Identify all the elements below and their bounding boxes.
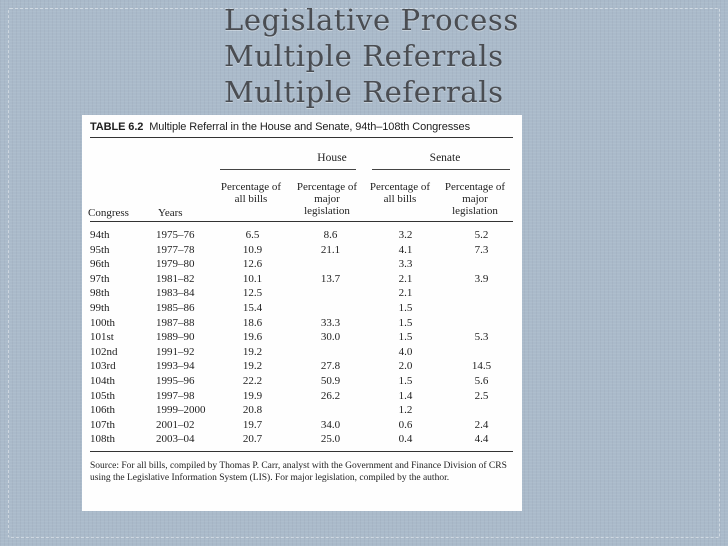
senate-all-cell: 4.0 [398,345,413,358]
congress-cell: 103rd [90,360,116,373]
col-header-congress: Congress [88,207,129,219]
congress-cell: 102nd [90,345,118,358]
senate-all-cell: 1.5 [398,331,413,344]
house-all-cell: 15.4 [242,302,263,314]
senate-all-cell: 1.5 [398,302,413,314]
senate-all-cell: 2.1 [398,287,413,300]
house-all-cell: 22.2 [242,375,263,387]
senate-major-cell: 5.6 [474,375,489,387]
senate-major-cell: 4.4 [474,433,489,446]
senate-major-cell: 14.5 [471,360,492,373]
col-header-years: Years [158,207,183,219]
title-line-1: Legislative Process [224,3,519,37]
group-header-house: House [317,152,347,164]
senate-major-cell: 5.3 [474,331,489,344]
years-cell: 2003–04 [156,433,195,446]
col-header-house-all: Percentage of all bills [220,181,282,205]
years-cell: 1989–90 [156,331,195,344]
top-rule [90,137,513,138]
years-cell: 1983–84 [156,287,195,300]
table-label: TABLE 6.2 [90,121,144,133]
table-row [90,404,513,417]
house-all-cell: 19.9 [242,389,263,402]
slide-title [224,2,524,110]
congress-cell: 94th [90,229,110,241]
title-line-2: Multiple Referrals [224,39,504,73]
house-all-cell: 12.6 [242,258,263,271]
congress-cell: 96th [90,258,110,271]
years-cell: 1991–92 [156,345,195,358]
col-header-senate-major: Percentage of major legislation [444,181,506,217]
house-all-cell: 20.8 [242,404,263,417]
table-row [90,273,513,286]
congress-cell: 97th [90,272,110,285]
senate-major-cell: 2.4 [474,418,489,431]
group-header-senate: Senate [429,152,461,164]
house-major-cell: 8.6 [323,229,338,241]
table-row [90,317,513,330]
house-all-cell: 12.5 [242,287,263,300]
table-row [90,390,513,403]
house-all-cell: 10.1 [242,272,263,285]
house-major-cell: 33.3 [320,316,341,329]
congress-cell: 104th [90,375,116,387]
senate-major-cell: 3.9 [474,272,489,285]
congress-cell: 98th [90,287,110,300]
years-cell: 2001–02 [156,418,195,431]
senate-all-cell: 0.4 [398,433,413,446]
house-major-cell: 27.8 [320,360,341,373]
table-row [90,302,513,315]
congress-cell: 105th [90,389,116,402]
senate-all-cell: 2.0 [398,360,413,373]
house-major-cell: 50.9 [320,375,341,387]
years-cell: 1985–86 [156,302,195,314]
house-all-cell: 6.5 [245,229,260,241]
senate-all-cell: 1.5 [398,316,413,329]
house-all-cell: 19.2 [242,345,263,358]
senate-major-cell: 2.5 [474,389,489,402]
house-all-cell: 19.6 [242,331,263,344]
house-major-cell: 25.0 [320,433,341,446]
congress-cell: 107th [90,418,116,431]
table-row [90,433,513,446]
senate-all-cell: 2.1 [398,272,413,285]
senate-all-cell: 4.1 [398,243,413,256]
header-rule [90,221,513,222]
congress-cell: 106th [90,404,116,417]
house-all-cell: 10.9 [242,243,263,256]
senate-group-line [372,169,510,170]
congress-cell: 100th [90,316,116,329]
years-cell: 1999–2000 [156,404,206,417]
house-all-cell: 20.7 [242,433,263,446]
house-major-cell: 26.2 [320,389,341,402]
congress-cell: 99th [90,302,110,314]
house-major-cell: 13.7 [320,272,341,285]
table-row [90,346,513,359]
years-cell: 1997–98 [156,389,195,402]
house-major-cell: 21.1 [320,243,341,256]
house-all-cell: 19.2 [242,360,263,373]
years-cell: 1993–94 [156,360,195,373]
years-cell: 1995–96 [156,375,195,387]
years-cell: 1979–80 [156,258,195,271]
table-caption [90,121,470,133]
col-header-house-major: Percentage of major legislation [296,181,358,217]
table-caption-text: Multiple Referral in the House and Senate, 94th–108th Congresses [149,121,470,133]
house-all-cell: 19.7 [242,418,263,431]
table-row [90,375,513,388]
senate-major-cell: 5.2 [474,229,489,241]
years-cell: 1977–78 [156,243,195,256]
table-source-note: Source: For all bills, compiled by Thomas P. Carr, analyst with the Government and Finance Division of CRS using the Legislative Information System (LIS). For major legislation, compiled by the author. [90,461,507,483]
house-major-cell: 30.0 [320,331,341,344]
table-image [82,115,522,511]
congress-cell: 101st [90,331,114,344]
col-header-senate-all: Percentage of all bills [369,181,431,205]
house-all-cell: 18.6 [242,316,263,329]
table-row [90,287,513,300]
table-row [90,331,513,344]
house-group-line [220,169,356,170]
years-cell: 1981–82 [156,272,195,285]
years-cell: 1987–88 [156,316,195,329]
senate-all-cell: 1.5 [398,375,413,387]
congress-cell: 108th [90,433,116,446]
title-line-3: Multiple Referrals [224,75,504,109]
house-major-cell: 34.0 [320,418,341,431]
years-cell: 1975–76 [156,229,195,241]
senate-all-cell: 1.2 [398,404,413,417]
congress-cell: 95th [90,243,110,256]
senate-all-cell: 3.3 [398,258,413,271]
table-row [90,360,513,373]
table-row [90,419,513,432]
bottom-rule [90,451,513,452]
senate-all-cell: 1.4 [398,389,413,402]
senate-all-cell: 0.6 [398,418,413,431]
table-row [90,258,513,271]
table-row [90,229,513,242]
senate-all-cell: 3.2 [398,229,413,241]
senate-major-cell: 7.3 [474,243,489,256]
table-row [90,244,513,257]
